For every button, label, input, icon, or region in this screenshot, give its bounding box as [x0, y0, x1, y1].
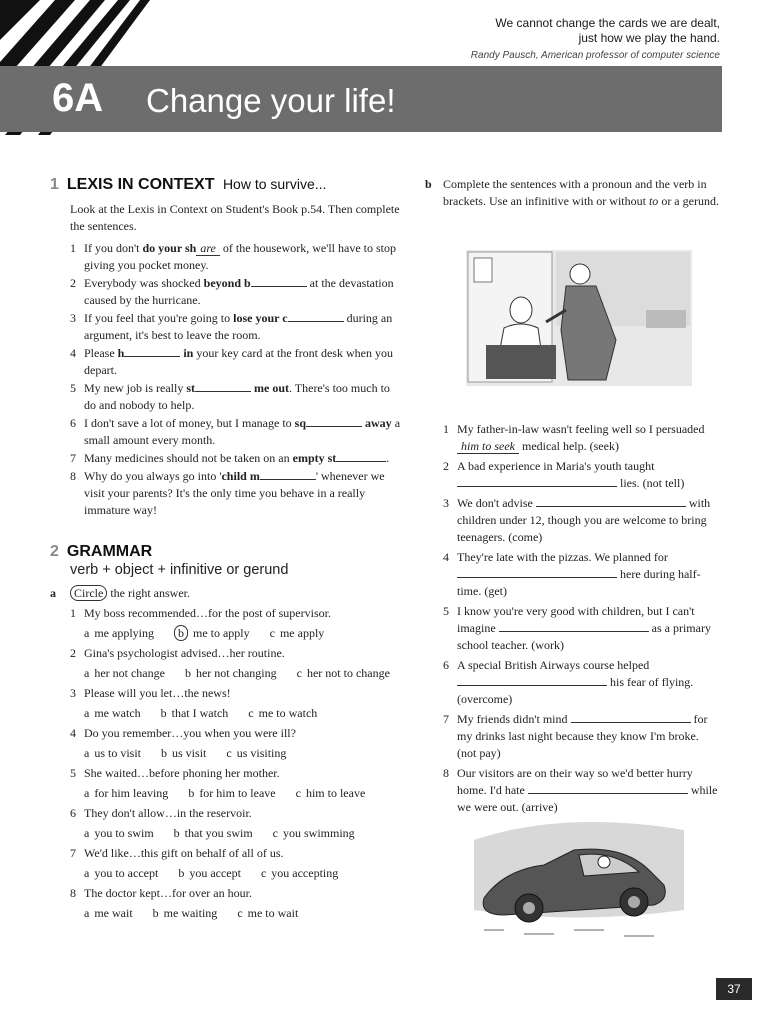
question-number: 3 — [70, 686, 76, 700]
part-b-intro-1: Complete the sentences with a pronoun and the verb in brackets. Use an infinitive with or without — [443, 177, 707, 208]
option-text: you to swim — [94, 826, 154, 840]
lexis-item — [70, 275, 400, 309]
question-text: Please will you let…the news! — [84, 686, 231, 700]
option-text: her not to change — [306, 666, 390, 680]
item-number: 6 — [70, 416, 76, 430]
answer-options — [84, 625, 400, 642]
option-text: that I watch — [171, 706, 229, 720]
left-column — [50, 176, 400, 922]
option-letter: a — [84, 666, 90, 680]
grammar-question — [70, 885, 400, 922]
answer-option[interactable] — [84, 665, 165, 682]
answer-option[interactable] — [226, 745, 286, 762]
answer-blank — [457, 674, 607, 686]
part-b-exercise-list — [443, 421, 720, 819]
grammar-question — [70, 845, 400, 882]
answer-options — [84, 825, 400, 842]
question-text: They don't allow…in the reservoir. — [84, 806, 252, 820]
lexis-item — [70, 468, 400, 519]
option-text: you accept — [189, 866, 241, 880]
answer-option[interactable] — [84, 745, 141, 762]
item-text: Please h in your key card at the front desk when you depart. — [84, 346, 393, 377]
item-text: They're late with the pizzas. We planned for here during half-time. (get) — [457, 550, 701, 598]
lexis-item — [70, 345, 400, 379]
part-b-item — [443, 603, 720, 654]
question-number: 4 — [70, 726, 76, 740]
question-number: 6 — [70, 806, 76, 820]
item-number: 8 — [70, 469, 76, 483]
question-stem — [70, 605, 400, 622]
part-b-item — [443, 495, 720, 546]
item-number: 3 — [443, 496, 449, 510]
answer-option[interactable] — [84, 625, 154, 642]
answer-blank — [306, 415, 362, 427]
option-text: me waiting — [163, 906, 218, 920]
part-a-instruction-text: the right answer. — [107, 586, 190, 600]
item-number: 6 — [443, 658, 449, 672]
part-b-item — [443, 711, 720, 762]
option-letter: b — [160, 706, 167, 720]
option-text: me apply — [279, 626, 325, 640]
circle-word: Circle — [70, 585, 107, 601]
item-number: 2 — [443, 459, 449, 473]
item-text: If you don't do your sh are of the housework, we'll have to stop giving you pocket money. — [84, 241, 397, 272]
item-number: 2 — [70, 276, 76, 290]
item-number: 3 — [70, 311, 76, 325]
answer-blank — [195, 380, 251, 392]
part-a-label: a — [50, 586, 56, 600]
grammar-question — [70, 605, 400, 642]
question-number: 2 — [70, 646, 76, 660]
doctor-patient-illustration — [466, 250, 692, 386]
part-b-label: b — [425, 177, 432, 191]
question-text: Do you remember…you when you were ill? — [84, 726, 296, 740]
answer-options — [84, 865, 400, 882]
answer-blank — [251, 275, 307, 287]
option-letter: a — [84, 826, 90, 840]
section-1-heading — [50, 176, 400, 193]
option-letter: c — [269, 626, 275, 640]
item-text: Many medicines should not be taken on an empty st . — [84, 451, 390, 465]
quote-attribution: Randy Pausch, American professor of computer science — [470, 50, 720, 61]
answer-option[interactable] — [153, 905, 218, 922]
grammar-question-list — [50, 605, 400, 922]
question-number: 7 — [70, 846, 76, 860]
option-text: you accepting — [271, 866, 339, 880]
option-text: her not changing — [195, 666, 277, 680]
lexis-exercise-list — [70, 240, 400, 519]
question-stem — [70, 685, 400, 702]
answer-blank — [260, 468, 316, 480]
option-letter: a — [84, 906, 90, 920]
quote-line-1: We cannot change the cards we are dealt, — [495, 16, 720, 30]
epigraph — [471, 16, 720, 61]
question-stem — [70, 765, 400, 782]
answer-blank — [336, 450, 386, 462]
part-a-instructions — [50, 585, 400, 602]
part-b-item — [443, 765, 720, 816]
answer-blank — [571, 711, 691, 723]
quote-line-2: just how we play the hand. — [578, 31, 720, 45]
question-stem — [70, 885, 400, 902]
question-stem — [70, 725, 400, 742]
question-stem — [70, 645, 400, 662]
item-text: A bad experience in Maria's youth taught lies. (not tell) — [457, 459, 685, 490]
option-letter: c — [226, 746, 232, 760]
car-driver-illustration — [464, 810, 690, 946]
question-stem — [70, 845, 400, 862]
section-1-instructions: Look at the Lexis in Context on Student's Book p.54. Then complete the sentences. — [70, 202, 400, 233]
answer-blank — [288, 310, 344, 322]
grammar-question — [70, 765, 400, 802]
section-2-number: 2 — [50, 543, 59, 560]
answer-blank — [124, 345, 180, 357]
answer-option[interactable] — [84, 905, 133, 922]
item-text: Our visitors are on their way so we'd better hurry home. I'd hate while we were out. (arrive) — [457, 766, 718, 814]
section-2-heading — [50, 543, 400, 560]
right-column — [425, 176, 720, 814]
section-2-title: GRAMMAR — [66, 543, 153, 560]
option-letter: b — [184, 666, 191, 680]
item-number: 5 — [70, 381, 76, 395]
option-letter: a — [84, 786, 90, 800]
part-b-item — [443, 458, 720, 492]
question-text: The doctor kept…for over an hour. — [84, 886, 252, 900]
section-1-subtitle: How to survive... — [222, 176, 327, 192]
option-text: me applying — [94, 626, 154, 640]
option-text: us to visit — [94, 746, 142, 760]
section-1-title: LEXIS IN CONTEXT — [66, 176, 215, 193]
option-letter: b — [152, 906, 159, 920]
answer-option[interactable] — [174, 625, 250, 642]
answer-blank — [528, 782, 688, 794]
filled-answer: are — [196, 241, 220, 256]
option-text: him to leave — [305, 786, 366, 800]
option-letter: b — [178, 866, 185, 880]
question-number: 5 — [70, 766, 76, 780]
item-text: If you feel that you're going to lose your c during an argument, it's best to leave the room. — [84, 311, 393, 342]
bold-prompt: empty st — [292, 451, 337, 465]
part-b-item — [443, 421, 720, 455]
item-number: 8 — [443, 766, 449, 780]
option-letter: c — [296, 666, 302, 680]
answer-option[interactable] — [188, 785, 275, 802]
item-number: 4 — [70, 346, 76, 360]
option-text: us visiting — [236, 746, 287, 760]
question-number: 8 — [70, 886, 76, 900]
answer-option[interactable] — [270, 625, 325, 642]
option-letter: a — [84, 746, 90, 760]
item-text: My new job is really st me out. There's too much to do and nobody to help. — [84, 381, 390, 412]
bold-prompt: away — [365, 416, 392, 430]
option-text: me to apply — [192, 626, 250, 640]
question-number: 1 — [70, 606, 76, 620]
bold-prompt: me out — [254, 381, 289, 395]
item-number: 4 — [443, 550, 449, 564]
answer-blank — [536, 495, 686, 507]
bold-prompt: beyond b — [203, 276, 251, 290]
item-text: A special British Airways course helped his fear of flying. (overcome) — [457, 658, 694, 706]
answer-option[interactable] — [185, 665, 277, 682]
answer-option[interactable] — [84, 705, 141, 722]
answer-option[interactable] — [174, 825, 253, 842]
answer-option[interactable] — [248, 705, 317, 722]
answer-options — [84, 665, 400, 682]
answer-option[interactable] — [273, 825, 355, 842]
answer-option[interactable] — [178, 865, 241, 882]
option-text: us visit — [172, 746, 207, 760]
question-stem — [70, 805, 400, 822]
question-text: My boss recommended…for the post of supervisor. — [84, 606, 331, 620]
part-b-item — [443, 549, 720, 600]
option-letter: a — [84, 626, 90, 640]
option-letter: a — [84, 706, 90, 720]
part-b-intro-to: to — [648, 194, 659, 208]
part-b-intro-2: or a gerund. — [658, 194, 719, 208]
answer-blank — [499, 620, 649, 632]
item-number: 5 — [443, 604, 449, 618]
option-letter: c — [295, 786, 301, 800]
answer-option[interactable] — [261, 865, 338, 882]
answer-option[interactable] — [237, 905, 298, 922]
answer-option[interactable] — [84, 865, 158, 882]
bold-prompt: lose your c — [233, 311, 288, 325]
option-letter: b — [173, 826, 180, 840]
bold-prompt: do your sh — [142, 241, 197, 255]
bold-prompt: child m — [221, 469, 260, 483]
question-text: We'd like…this gift on behalf of all of us. — [84, 846, 284, 860]
question-text: Gina's psychologist advised…her routine. — [84, 646, 285, 660]
answer-option[interactable] — [161, 745, 206, 762]
option-text: me to watch — [258, 706, 318, 720]
grammar-question — [70, 805, 400, 842]
option-text: you swimming — [283, 826, 355, 840]
unit-title: Change your life! — [146, 82, 396, 119]
bold-prompt: sq — [294, 416, 307, 430]
option-text: you to accept — [94, 866, 159, 880]
item-text: I know you're very good with children, but I can't imagine as a primary school teacher. (work) — [457, 604, 711, 652]
answer-option[interactable] — [296, 785, 366, 802]
item-text: I don't save a lot of money, but I manage to sq away a small amount every month. — [84, 416, 401, 447]
option-letter: b — [161, 746, 168, 760]
question-text: She waited…before phoning her mother. — [84, 766, 280, 780]
item-text: My friends didn't mind for my drinks last night because they know I'm broke. (not pay) — [457, 712, 708, 760]
answer-blank — [457, 475, 617, 487]
filled-answer: him to seek — [457, 439, 519, 454]
section-1-number: 1 — [50, 176, 59, 193]
answer-blank — [457, 566, 617, 578]
item-number: 7 — [443, 712, 449, 726]
bold-prompt: st — [186, 381, 195, 395]
item-text: My father-in-law wasn't feeling well so I persuaded him to seek medical help. (seek) — [457, 422, 705, 453]
item-text: We don't advise with children under 12, though you are welcome to bring teenagers. (come) — [457, 496, 711, 544]
item-number: 1 — [70, 241, 76, 255]
item-number: 1 — [443, 422, 449, 436]
bold-prompt: h — [117, 346, 125, 360]
grammar-question — [70, 685, 400, 722]
option-letter: b — [188, 786, 195, 800]
answer-option[interactable] — [84, 785, 168, 802]
lexis-item — [70, 415, 400, 449]
lexis-item — [70, 380, 400, 414]
answer-option[interactable] — [161, 705, 229, 722]
answer-option[interactable] — [84, 825, 154, 842]
option-text: her not change — [94, 666, 165, 680]
grammar-question — [70, 645, 400, 682]
grammar-question — [70, 725, 400, 762]
option-letter: c — [260, 866, 267, 880]
option-letter: c — [237, 906, 243, 920]
part-b-instructions — [425, 176, 720, 210]
answer-options — [84, 705, 400, 722]
bold-prompt: in — [183, 346, 194, 360]
answer-options — [84, 785, 400, 802]
item-text: Everybody was shocked beyond b at the devastation caused by the hurricane. — [84, 276, 394, 307]
lexis-item — [70, 450, 400, 467]
section-2-subtitle: verb + object + infinitive or gerund — [70, 562, 289, 578]
answer-option[interactable] — [297, 665, 390, 682]
option-text: that you swim — [184, 826, 253, 840]
lexis-item — [70, 310, 400, 344]
option-text: for him to leave — [199, 786, 276, 800]
answer-options — [84, 905, 400, 922]
lexis-item — [70, 240, 400, 274]
option-letter: a — [84, 866, 90, 880]
option-text: for him leaving — [94, 786, 169, 800]
page-number: 37 — [716, 978, 752, 1000]
option-letter: c — [272, 826, 278, 840]
item-text: Why do you always go into 'child m ' whenever we visit your parents? It's the only time you behave in a really immature way! — [84, 469, 385, 517]
part-b-item — [443, 657, 720, 708]
option-text: me wait — [94, 906, 133, 920]
answer-options — [84, 745, 400, 762]
option-text: me watch — [94, 706, 141, 720]
option-letter: c — [248, 706, 254, 720]
option-letter: b — [174, 625, 188, 641]
unit-number: 6A — [52, 76, 104, 120]
option-text: me to wait — [247, 906, 299, 920]
item-number: 7 — [70, 451, 76, 465]
